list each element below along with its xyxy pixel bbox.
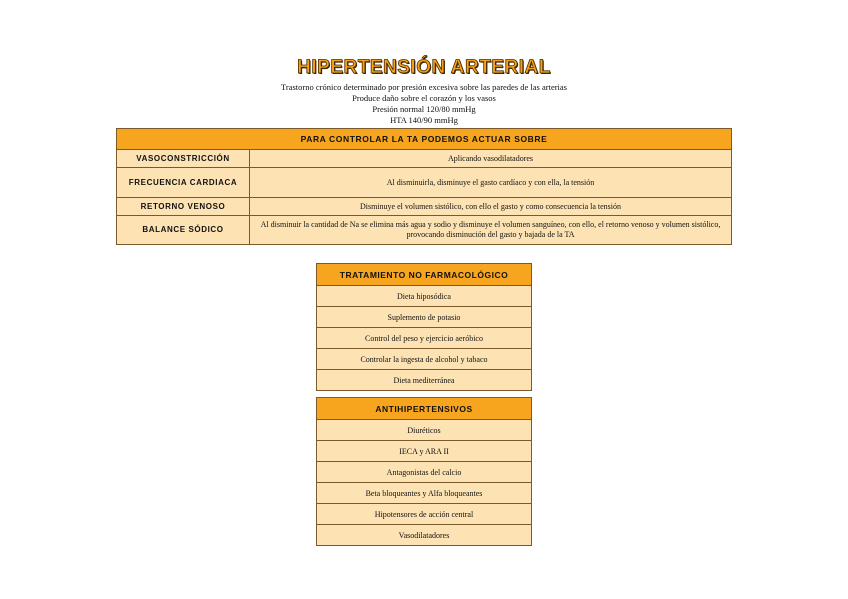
- subtitle-hta: HTA 140/90 mmHg: [390, 115, 458, 125]
- row-value: Disminuye el volumen sistólico, con ello el gasto y como consecuencia la tensión: [250, 198, 732, 216]
- list-item: Hipotensores de acción central: [317, 504, 532, 525]
- list-item: Vasodilatadores: [317, 525, 532, 546]
- row-label: BALANCE SÓDICO: [117, 216, 250, 245]
- row-label: VASOCONSTRICCIÓN: [117, 150, 250, 168]
- row-value: Aplicando vasodilatadores: [250, 150, 732, 168]
- table-row: [117, 168, 732, 198]
- list-item: Antagonistas del calcio: [317, 462, 532, 483]
- subtitle-normal-pressure: Presión normal 120/80 mmHg: [372, 104, 476, 114]
- control-table-header: PARA CONTROLAR LA TA PODEMOS ACTUAR SOBRE: [117, 129, 732, 150]
- row-label: FRECUENCIA CARDIACA: [117, 168, 250, 198]
- antihypertensives-table: [316, 397, 532, 546]
- row-value: Al disminuir la cantidad de Na se elimina más agua y sodio y disminuye el volumen sanguíneo, con ello, el retorno venoso y volumen sistólico, provocando disminución del gasto y bajada de la TA: [250, 216, 732, 245]
- list-item: Dieta mediterránea: [317, 370, 532, 391]
- page-title: HIPERTENSIÓN ARTERIAL: [297, 57, 551, 78]
- control-table: [116, 128, 732, 245]
- subtitle-definition: Trastorno crónico determinado por presión excesiva sobre las paredes de las arterias: [281, 82, 567, 92]
- non-pharm-header: TRATAMIENTO NO FARMACOLÓGICO: [317, 264, 532, 286]
- table-row: [117, 150, 732, 168]
- table-row: [117, 216, 732, 245]
- list-item: Controlar la ingesta de alcohol y tabaco: [317, 349, 532, 370]
- list-item: IECA y ARA II: [317, 441, 532, 462]
- list-item: Beta bloqueantes y Alfa bloqueantes: [317, 483, 532, 504]
- list-item: Suplemento de potasio: [317, 307, 532, 328]
- table-row: [117, 198, 732, 216]
- row-value: Al disminuirla, disminuye el gasto cardíaco y con ella, la tensión: [250, 168, 732, 198]
- subtitle-effect: Produce daño sobre el corazón y los vasos: [352, 93, 496, 103]
- non-pharm-table: [316, 263, 532, 391]
- list-item: Diuréticos: [317, 420, 532, 441]
- list-item: Dieta hiposódica: [317, 286, 532, 307]
- list-item: Control del peso y ejercicio aeróbico: [317, 328, 532, 349]
- antihypertensives-header: ANTIHIPERTENSIVOS: [317, 398, 532, 420]
- row-label: RETORNO VENOSO: [117, 198, 250, 216]
